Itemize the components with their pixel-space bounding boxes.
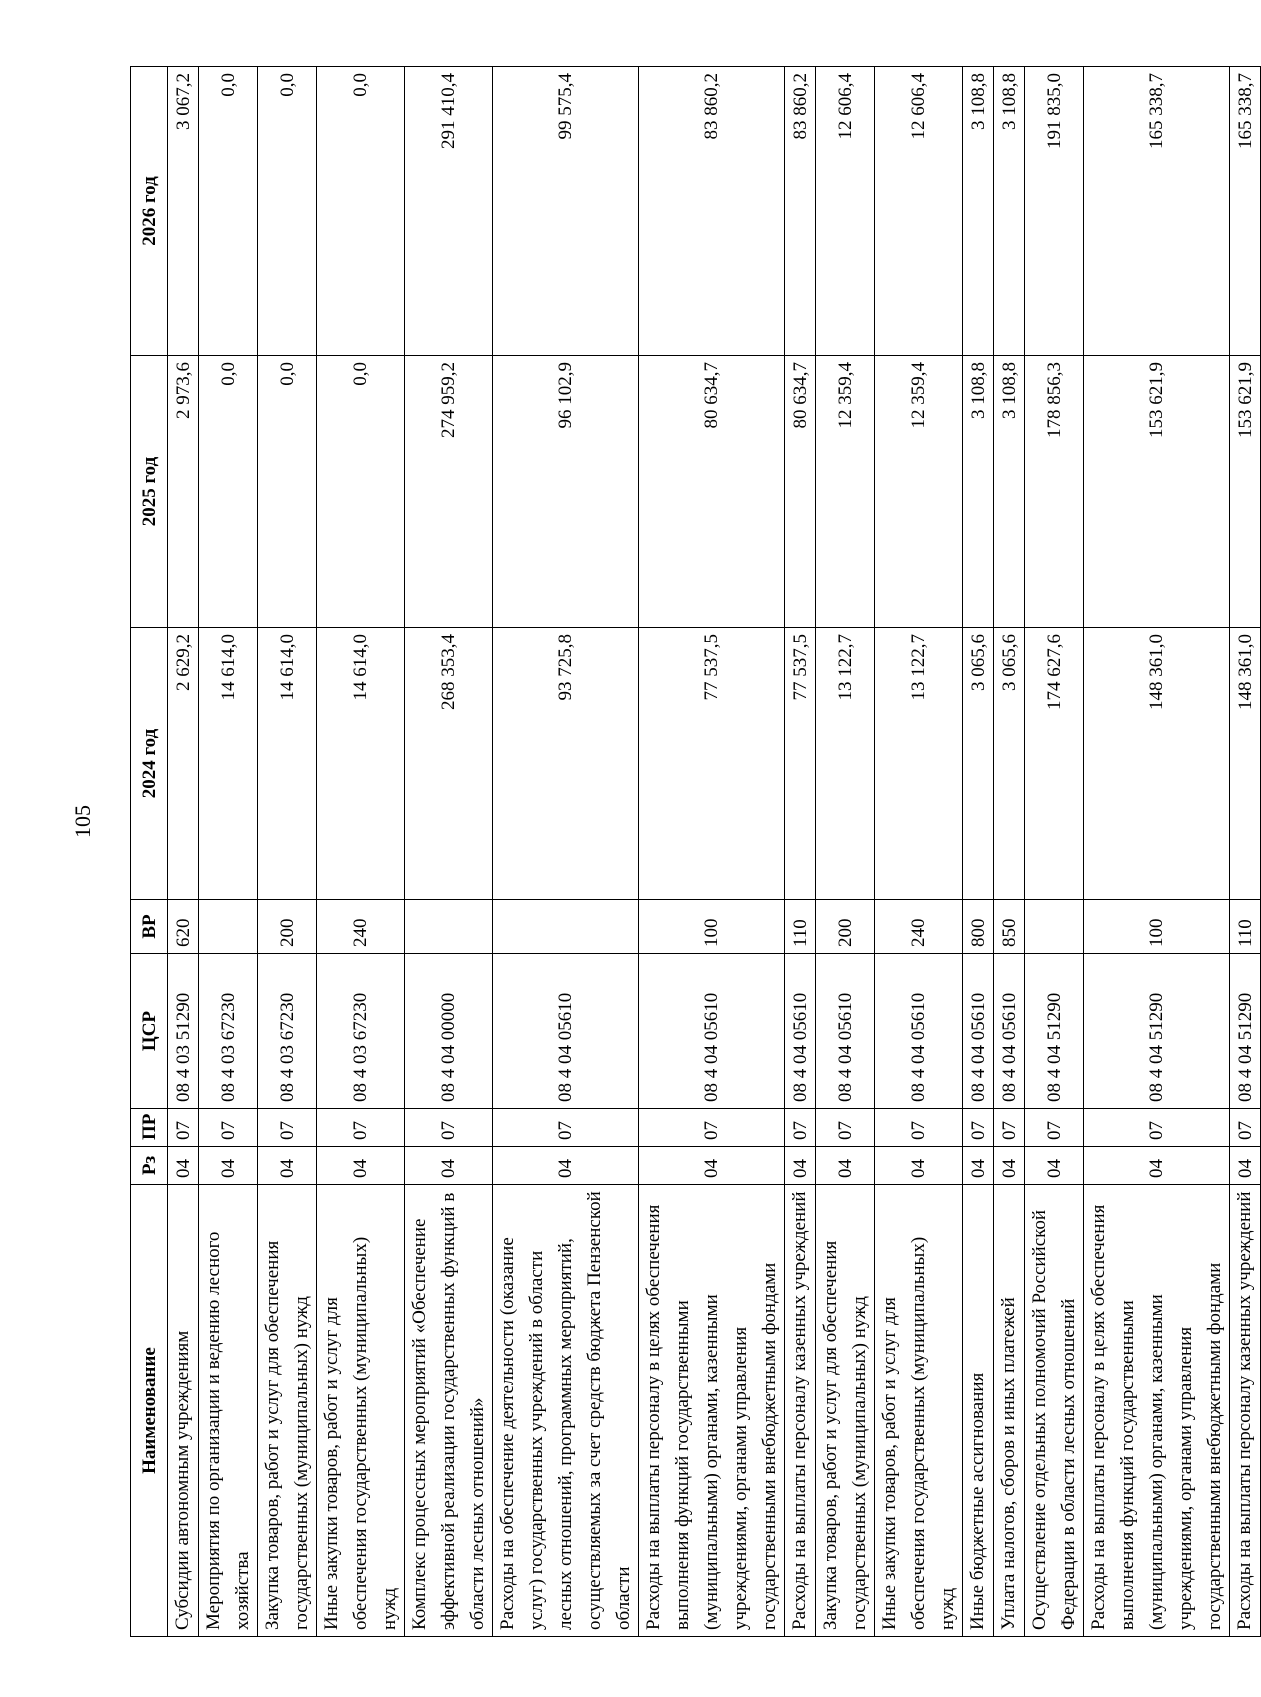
row-vr-cell <box>199 900 258 954</box>
row-pr-cell: 07 <box>317 1109 405 1147</box>
row-name-cell: Комплекс процессных мероприятий «Обеспечение эффективной реализации государственных функций в области лесных отношений» <box>405 1185 493 1637</box>
row-vr-cell: 240 <box>875 900 963 954</box>
row-rz-cell: 04 <box>168 1147 199 1185</box>
row-vr-cell: 240 <box>317 900 405 954</box>
row-csr-cell: 08 4 04 05610 <box>639 954 785 1109</box>
row-pr-cell: 07 <box>168 1109 199 1147</box>
table-row <box>199 67 258 1637</box>
row-name-cell: Мероприятия по организации и ведению лесного хозяйства <box>199 1185 258 1637</box>
row-vr-cell: 200 <box>816 900 875 954</box>
page-number: 105 <box>70 805 95 838</box>
row-rz-cell: 04 <box>1084 1147 1230 1185</box>
row-name-cell: Закупка товаров, работ и услуг для обеспечения государственных (муниципальных) нужд <box>816 1185 875 1637</box>
header-2025: 2025 год <box>131 356 168 628</box>
row-vr-cell: 110 <box>1230 900 1261 954</box>
table-row <box>785 67 816 1637</box>
row-2025-cell: 12 359,4 <box>816 356 875 628</box>
row-2025-cell: 153 621,9 <box>1084 356 1230 628</box>
row-vr-cell: 200 <box>258 900 317 954</box>
row-name-cell: Расходы на обеспечение деятельности (оказание услуг) государственных учреждений в области лесных отношений, программных мероприятий, осуществляемых за счет средств бюджета Пензенской области <box>493 1185 639 1637</box>
row-pr-cell: 07 <box>1230 1109 1261 1147</box>
row-2025-cell: 274 959,2 <box>405 356 493 628</box>
table-row <box>168 67 199 1637</box>
row-rz-cell: 04 <box>994 1147 1025 1185</box>
row-name-cell: Иные бюджетные ассигнования <box>963 1185 994 1637</box>
row-name-cell: Закупка товаров, работ и услуг для обеспечения государственных (муниципальных) нужд <box>258 1185 317 1637</box>
header-rz: Рз <box>131 1147 168 1185</box>
row-2024-cell: 3 065,6 <box>994 628 1025 900</box>
row-vr-cell: 850 <box>994 900 1025 954</box>
row-2024-cell: 14 614,0 <box>317 628 405 900</box>
row-rz-cell: 04 <box>493 1147 639 1185</box>
row-rz-cell: 04 <box>785 1147 816 1185</box>
row-rz-cell: 04 <box>405 1147 493 1185</box>
table-row <box>317 67 405 1637</box>
row-pr-cell: 07 <box>1025 1109 1084 1147</box>
header-name: Наименование <box>131 1185 168 1637</box>
row-name-cell: Иные закупки товаров, работ и услуг для обеспечения государственных (муниципальных) нужд <box>875 1185 963 1637</box>
row-2024-cell: 14 614,0 <box>199 628 258 900</box>
row-vr-cell <box>405 900 493 954</box>
row-vr-cell: 800 <box>963 900 994 954</box>
row-csr-cell: 08 4 03 67230 <box>317 954 405 1109</box>
row-rz-cell: 04 <box>816 1147 875 1185</box>
row-2024-cell: 268 353,4 <box>405 628 493 900</box>
table-row <box>875 67 963 1637</box>
row-2025-cell: 80 634,7 <box>639 356 785 628</box>
row-name-cell: Расходы на выплаты персоналу казенных учреждений <box>1230 1185 1261 1637</box>
row-vr-cell <box>1025 900 1084 954</box>
row-2024-cell: 14 614,0 <box>258 628 317 900</box>
table-row <box>963 67 994 1637</box>
row-csr-cell: 08 4 04 51290 <box>1230 954 1261 1109</box>
row-rz-cell: 04 <box>875 1147 963 1185</box>
row-2026-cell: 165 338,7 <box>1084 67 1230 356</box>
row-2026-cell: 83 860,2 <box>785 67 816 356</box>
row-rz-cell: 04 <box>1230 1147 1261 1185</box>
row-2024-cell: 77 537,5 <box>639 628 785 900</box>
row-pr-cell: 07 <box>1084 1109 1230 1147</box>
row-csr-cell: 08 4 04 51290 <box>1084 954 1230 1109</box>
table-row <box>1230 67 1261 1637</box>
row-2026-cell: 191 835,0 <box>1025 67 1084 356</box>
row-pr-cell: 07 <box>785 1109 816 1147</box>
row-2024-cell: 3 065,6 <box>963 628 994 900</box>
row-vr-cell <box>493 900 639 954</box>
row-name-cell: Уплата налогов, сборов и иных платежей <box>994 1185 1025 1637</box>
row-pr-cell: 07 <box>199 1109 258 1147</box>
row-2025-cell: 178 856,3 <box>1025 356 1084 628</box>
row-2025-cell: 3 108,8 <box>994 356 1025 628</box>
table-row <box>258 67 317 1637</box>
row-2025-cell: 2 973,6 <box>168 356 199 628</box>
header-2024: 2024 год <box>131 628 168 900</box>
row-pr-cell: 07 <box>258 1109 317 1147</box>
row-rz-cell: 04 <box>639 1147 785 1185</box>
row-rz-cell: 04 <box>963 1147 994 1185</box>
row-name-cell: Расходы на выплаты персоналу в целях обеспечения выполнения функций государственными (муниципальными) органами, казенными учреждениями, органами управления государственными внебюджетными фондами <box>1084 1185 1230 1637</box>
row-rz-cell: 04 <box>258 1147 317 1185</box>
row-pr-cell: 07 <box>639 1109 785 1147</box>
row-2024-cell: 93 725,8 <box>493 628 639 900</box>
row-vr-cell: 100 <box>639 900 785 954</box>
row-csr-cell: 08 4 04 00000 <box>405 954 493 1109</box>
table-row <box>493 67 639 1637</box>
row-pr-cell: 07 <box>816 1109 875 1147</box>
rotated-table-container <box>130 67 1256 1637</box>
row-2026-cell: 3 108,8 <box>963 67 994 356</box>
row-2025-cell: 153 621,9 <box>1230 356 1261 628</box>
row-csr-cell: 08 4 03 67230 <box>199 954 258 1109</box>
row-vr-cell: 100 <box>1084 900 1230 954</box>
row-2024-cell: 148 361,0 <box>1084 628 1230 900</box>
row-name-cell: Расходы на выплаты персоналу в целях обеспечения выполнения функций государственными (муниципальными) органами, казенными учреждениями, органами управления государственными внебюджетными фондами <box>639 1185 785 1637</box>
row-pr-cell: 07 <box>994 1109 1025 1147</box>
row-2026-cell: 291 410,4 <box>405 67 493 356</box>
table-header-row <box>131 67 168 1637</box>
table-row <box>994 67 1025 1637</box>
row-pr-cell: 07 <box>493 1109 639 1147</box>
row-csr-cell: 08 4 03 51290 <box>168 954 199 1109</box>
header-csr: ЦСР <box>131 954 168 1109</box>
row-2024-cell: 13 122,7 <box>875 628 963 900</box>
row-2026-cell: 99 575,4 <box>493 67 639 356</box>
row-2026-cell: 3 067,2 <box>168 67 199 356</box>
row-2026-cell: 3 108,8 <box>994 67 1025 356</box>
row-csr-cell: 08 4 04 05610 <box>785 954 816 1109</box>
row-csr-cell: 08 4 04 05610 <box>816 954 875 1109</box>
row-2025-cell: 3 108,8 <box>963 356 994 628</box>
row-csr-cell: 08 4 04 05610 <box>493 954 639 1109</box>
row-2024-cell: 2 629,2 <box>168 628 199 900</box>
row-pr-cell: 07 <box>875 1109 963 1147</box>
header-vr: ВР <box>131 900 168 954</box>
row-csr-cell: 08 4 04 05610 <box>875 954 963 1109</box>
row-2026-cell: 0,0 <box>258 67 317 356</box>
row-vr-cell: 620 <box>168 900 199 954</box>
row-2025-cell: 12 359,4 <box>875 356 963 628</box>
row-csr-cell: 08 4 04 51290 <box>1025 954 1084 1109</box>
row-name-cell: Осуществление отдельных полномочий Российской Федерации в области лесных отношений <box>1025 1185 1084 1637</box>
header-2026: 2026 год <box>131 67 168 356</box>
row-name-cell: Субсидии автономным учреждениям <box>168 1185 199 1637</box>
row-rz-cell: 04 <box>199 1147 258 1185</box>
row-2025-cell: 96 102,9 <box>493 356 639 628</box>
table-row <box>405 67 493 1637</box>
table-row <box>1025 67 1084 1637</box>
row-2024-cell: 13 122,7 <box>816 628 875 900</box>
row-2024-cell: 174 627,6 <box>1025 628 1084 900</box>
header-pr: ПР <box>131 1109 168 1147</box>
row-2025-cell: 0,0 <box>199 356 258 628</box>
row-2024-cell: 148 361,0 <box>1230 628 1261 900</box>
table-row <box>1084 67 1230 1637</box>
row-name-cell: Расходы на выплаты персоналу казенных учреждений <box>785 1185 816 1637</box>
row-pr-cell: 07 <box>405 1109 493 1147</box>
table-row <box>816 67 875 1637</box>
row-pr-cell: 07 <box>963 1109 994 1147</box>
budget-table <box>130 66 1261 1637</box>
row-csr-cell: 08 4 04 05610 <box>994 954 1025 1109</box>
row-csr-cell: 08 4 04 05610 <box>963 954 994 1109</box>
row-name-cell: Иные закупки товаров, работ и услуг для обеспечения государственных (муниципальных) нужд <box>317 1185 405 1637</box>
row-2026-cell: 83 860,2 <box>639 67 785 356</box>
row-2026-cell: 0,0 <box>317 67 405 356</box>
row-2025-cell: 0,0 <box>258 356 317 628</box>
row-rz-cell: 04 <box>317 1147 405 1185</box>
row-2024-cell: 77 537,5 <box>785 628 816 900</box>
row-2026-cell: 12 606,4 <box>875 67 963 356</box>
row-csr-cell: 08 4 03 67230 <box>258 954 317 1109</box>
row-2026-cell: 0,0 <box>199 67 258 356</box>
row-2025-cell: 80 634,7 <box>785 356 816 628</box>
row-2026-cell: 12 606,4 <box>816 67 875 356</box>
row-2025-cell: 0,0 <box>317 356 405 628</box>
row-rz-cell: 04 <box>1025 1147 1084 1185</box>
row-2026-cell: 165 338,7 <box>1230 67 1261 356</box>
table-row <box>639 67 785 1637</box>
row-vr-cell: 110 <box>785 900 816 954</box>
